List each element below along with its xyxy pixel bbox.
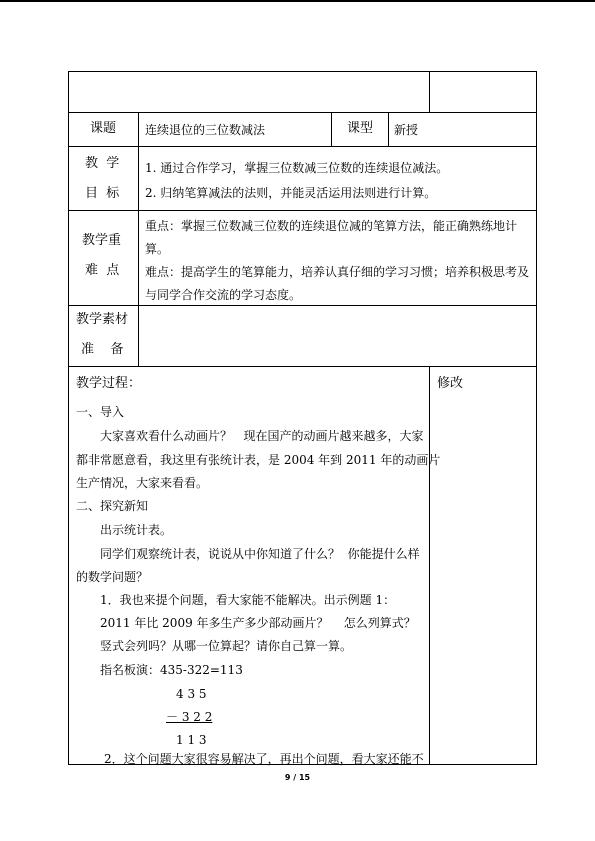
goals-label-line2: 目 标 — [85, 186, 120, 201]
process-line: 的数学问题？ — [76, 570, 149, 584]
lesson-label: 课题 — [90, 121, 117, 136]
page-top-rule — [0, 0, 595, 2]
keypoints-label-line1: 教学重 — [82, 233, 122, 248]
vertical-calc-minuend: 4 3 5 — [176, 687, 207, 701]
materials-label-line1: 教学素材 — [76, 312, 129, 327]
type-value: 新授 — [394, 123, 419, 137]
lesson-title: 连续退位的三位数减法 — [145, 123, 266, 137]
process-line: 指名板演：435-322=113 — [100, 663, 243, 677]
page-number: 9 / 15 — [284, 773, 311, 782]
goal-item: 2. 归纳笔算减法的法则，并能灵活运用法则进行计算。 — [145, 186, 437, 200]
materials-label-line2: 准 备 — [81, 342, 124, 357]
process-line: 2011 年比 2009 年多生产多少部动画片？ 怎么列算式？ — [100, 616, 416, 630]
vertical-calc-result: 1 1 3 — [176, 733, 207, 747]
process-line: 二、探究新知 — [76, 499, 149, 513]
goals-label-line1: 教 学 — [85, 156, 120, 171]
row-divider — [68, 366, 537, 367]
process-line: 大家喜欢看什么动画片？ 现在国产的动画片越来越多，大家 — [100, 429, 424, 443]
revise-label: 修改 — [437, 376, 464, 391]
keypoints-line: 重点：掌握三位数减三位数的连续退位减的笔算方法，能正确熟练地计 — [145, 219, 518, 233]
col-divider — [331, 112, 332, 146]
col-divider — [429, 71, 430, 112]
keypoints-line: 与同学合作交流的学习态度。 — [145, 288, 302, 302]
goal-item: 1. 通过合作学习，掌握三位数减三位数的连续退位减法。 — [145, 161, 449, 175]
process-title: 教学过程： — [76, 376, 142, 391]
process-line: 生产情况，大家来看看。 — [76, 476, 209, 490]
vertical-calc-subtrahend: － 3 2 2 — [166, 710, 213, 724]
process-line: 同学们观察统计表，说说从中你知道了什么？ 你能提什么样 — [100, 547, 420, 561]
col-divider — [429, 366, 430, 765]
process-line: 2．这个问题大家很容易解决了，再出个问题，看大家还能不 — [104, 752, 424, 766]
col-divider — [138, 112, 139, 366]
process-line: 都非常愿意看，我这里有张统计表，是 2004 年到 2011 年的动画片 — [76, 453, 441, 467]
process-line: 出示统计表。 — [100, 523, 173, 537]
process-line: 竖式会列吗？从哪一位算起？请你自己算一算。 — [100, 639, 353, 653]
keypoints-line: 算。 — [145, 242, 170, 256]
keypoints-label-line2: 难 点 — [85, 263, 120, 278]
col-divider — [388, 112, 389, 146]
process-line: 1．我也来提个问题，看大家能不能解决。出示例题 1： — [100, 593, 396, 607]
keypoints-line: 难点：提高学生的笔算能力，培养认真仔细的学习习惯；培养积极思考及 — [145, 265, 530, 279]
type-label: 课型 — [347, 121, 374, 136]
process-line: 一、导入 — [76, 405, 125, 419]
